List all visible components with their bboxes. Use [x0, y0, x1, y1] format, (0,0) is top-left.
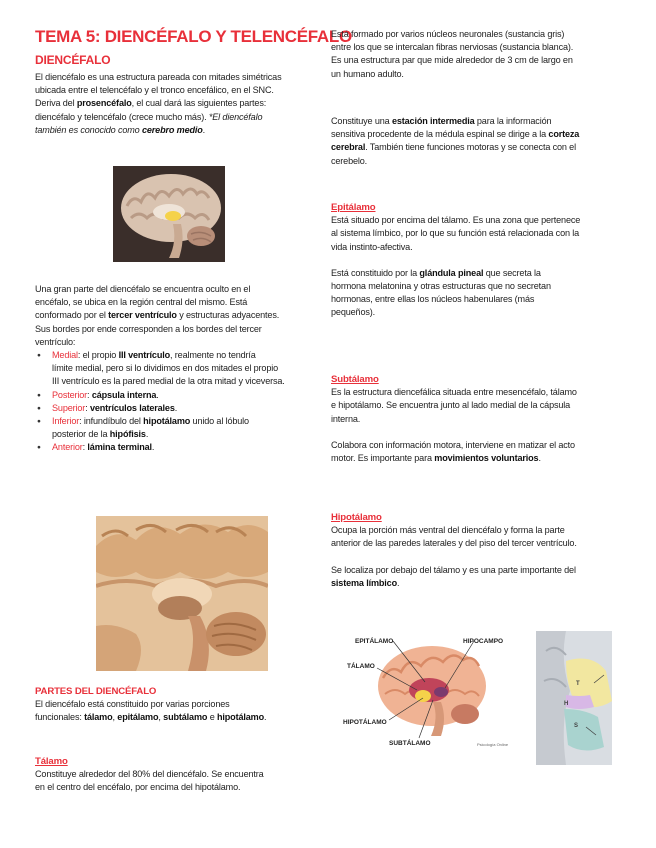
- text-line: Una gran parte del diencéfalo se encuentra oculto en el: [35, 284, 251, 294]
- text-line: motor. Es importante para movimientos voluntarios.: [331, 453, 541, 464]
- partes-section: [35, 685, 310, 725]
- text-line: pequeños).: [331, 307, 376, 318]
- borders-list: [35, 349, 310, 455]
- epitalamo-section: [331, 201, 616, 320]
- section-heading: Hipotálamo: [331, 512, 382, 523]
- talamo-function-paragraph: [331, 115, 616, 168]
- section-heading: Subtálamo: [331, 374, 379, 385]
- brain-sagittal-image: [113, 166, 225, 262]
- text-line: encéfalo, se ubica en la región central del mismo. Está: [35, 297, 248, 308]
- label-h: H: [564, 701, 569, 707]
- text-line: sistema límbico.: [331, 577, 400, 588]
- text-line: Está situado por encima del tálamo. Es una zona que pertenece: [331, 215, 581, 226]
- intro-line: Deriva del prosencéfalo, el cual dará las siguientes partes:: [35, 98, 267, 109]
- intro-line: ubicada entre el telencéfalo y el tronco encefálico, en el SNC.: [35, 85, 274, 96]
- text-line: al sistema límbico, por lo que su función está relacionada con la: [331, 228, 580, 239]
- label-talamo: TÁLAMO: [347, 663, 375, 670]
- intro-paragraph: [35, 71, 305, 137]
- list-item: ● Inferior: infundíbulo del hipotálamo unido al lóbulo posterior de la hipófisis.: [35, 415, 310, 441]
- text-line: Constituye alrededor del 80% del diencéfalo. Se encuentra: [35, 769, 264, 780]
- intro-line: El diencéfalo es una estructura pareada con mitades simétricas: [35, 72, 282, 82]
- text-line: funcionales: tálamo, epitálamo, subtálamo e hipotálamo.: [35, 712, 267, 723]
- text-line: ventrículo:: [35, 336, 76, 347]
- list-item: ● Anterior: lámina terminal.: [35, 441, 310, 454]
- label-hipotalamo: HIPOTÁLAMO: [343, 719, 387, 726]
- intro-line: también es conocido como cerebro medio.: [35, 124, 206, 135]
- diagram-credit: Psicología Online: [477, 742, 509, 747]
- text-line: hormona melatonina y otras estructuras que no secretan: [331, 281, 551, 292]
- talamo-structure-paragraph: [331, 28, 616, 81]
- list-item: ● Superior: ventrículos laterales.: [35, 402, 310, 415]
- text-line: anterior de las paredes laterales y del piso del tercer ventrículo.: [331, 538, 577, 549]
- talamo-section: [35, 755, 310, 795]
- label-t: T: [576, 681, 580, 687]
- intro-line: diencéfalo y telencéfalo (crece mucho más). *El diencéfalo: [35, 111, 263, 122]
- text-line: sensitiva procedente de la médula espinal se dirige a la corteza: [331, 129, 580, 140]
- text-line: Está formado por varios núcleos neuronales (sustancia gris): [331, 29, 565, 39]
- text-line: Constituye una estación intermedia para la información: [331, 116, 552, 126]
- diencephalon-labeled-diagram: [337, 628, 522, 750]
- text-line: cerebral. También tiene funciones motoras y se conecta con el: [331, 142, 576, 153]
- text-line: El diencéfalo está constituido por varias porciones: [35, 699, 230, 710]
- hipotalamo-section: [331, 511, 616, 590]
- text-line: Colabora con información motora, interviene en matizar el acto: [331, 439, 575, 450]
- text-line: hormonas, entre ellas los núcleos habenulares (más: [331, 294, 535, 305]
- text-line: e hipotálamo. Se encuentra junto al lado medial de la cápsula: [331, 400, 571, 411]
- text-line: Se localiza por debajo del tálamo y es una parte importante del: [331, 564, 576, 575]
- label-subtalamo: SUBTÁLAMO: [389, 740, 431, 747]
- section-heading: PARTES DEL DIENCÉFALO: [35, 686, 157, 697]
- section-heading: Epitálamo: [331, 202, 376, 213]
- text-line: Sus bordes por ende corresponden a los bordes del tercer: [35, 323, 262, 334]
- borders-paragraph: [35, 283, 310, 455]
- section-heading: Tálamo: [35, 756, 68, 767]
- text-line: vida instinto-afectiva.: [331, 241, 413, 252]
- page-title: TEMA 5: DIENCÉFALO Y TELENCÉFALO: [35, 27, 352, 46]
- text-line: interna.: [331, 413, 361, 424]
- text-line: Ocupa la porción más ventral del diencéfalo y forma la parte: [331, 525, 565, 536]
- label-epitalamo: EPITÁLAMO: [355, 638, 394, 645]
- text-line: entre los que se intercalan fibras nerviosas (sustancia blanca).: [331, 42, 574, 53]
- text-line: Es la estructura diencefálica situada entre mesencéfalo, tálamo: [331, 387, 577, 398]
- brain-section-photo: [96, 516, 268, 671]
- mri-section-image: [536, 631, 612, 765]
- text-line: Está constituido por la glándula pineal que secreta la: [331, 267, 541, 278]
- text-line: conformado por el tercer ventrículo y estructuras adyacentes.: [35, 310, 280, 321]
- text-line: cerebelo.: [331, 155, 368, 166]
- section-subtitle: DIENCÉFALO: [35, 53, 111, 67]
- subtalamo-section: [331, 373, 616, 465]
- label-s: S: [574, 723, 579, 729]
- text-line: Es una estructura par que mide alrededor de 3 cm de largo en: [331, 55, 573, 66]
- label-hipocampo: HIPOCAMPO: [463, 638, 504, 645]
- text-line: un humano adulto.: [331, 68, 404, 79]
- list-item: ● Medial: el propio III ventrículo, realmente no tendría límite medial, pero si lo dividimos en dos mitades el propio III ventrículo es la pared medial de la otra mitad y viceversa.: [35, 349, 310, 389]
- text-line: en el centro del encéfalo, por encima del hipotálamo.: [35, 782, 241, 793]
- list-item: ● Posterior: cápsula interna.: [35, 389, 310, 402]
